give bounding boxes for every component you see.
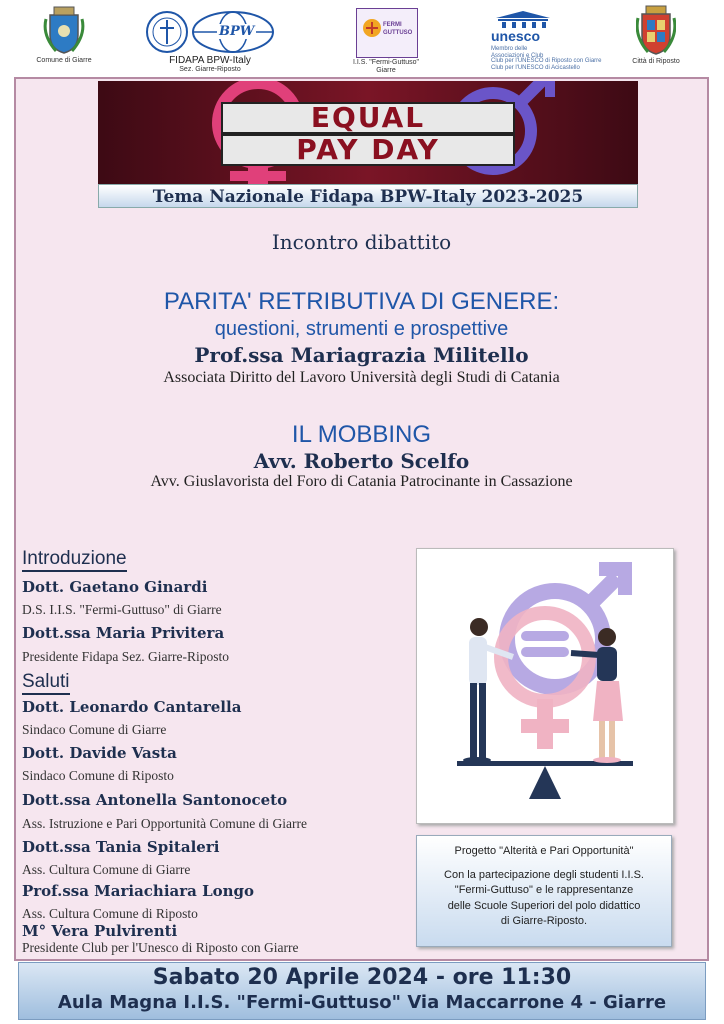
saluti-person-role: Sindaco Comune di Riposto	[22, 768, 174, 783]
intro-person-role: D.S. I.I.S. "Fermi-Guttuso" di Giarre	[22, 602, 222, 617]
talk1-title: PARITA' RETRIBUTIVA DI GENERE:	[163, 288, 560, 315]
logo-school	[356, 8, 418, 58]
fidapa-caption: FIDAPA BPW-Italy	[169, 55, 251, 66]
saluti-person-name: Dott. Leonardo Cantarella	[22, 698, 242, 716]
fidapa-seal-icon	[145, 10, 189, 54]
saluti-person-name: Dott.ssa Antonella Santonoceto	[22, 791, 288, 809]
project-title: Progetto "Alterità e Pari Opportunità"	[454, 845, 634, 857]
event-date: Sabato 20 Aprile 2024 - ore 11:30	[152, 965, 572, 990]
banner-pay-day: PAY DAY	[296, 133, 440, 166]
banner-equal: EQUAL	[310, 101, 426, 134]
project-line: "Fermi-Guttuso" e le rappresentanze	[454, 884, 634, 896]
fidapa-sub-caption: Sez. Giarre-Riposto	[179, 66, 241, 73]
saluti-person-role: Ass. Istruzione e Pari Opportunità Comune di Giarre	[22, 816, 307, 831]
talk2-speaker: Avv. Roberto Scelfo	[253, 449, 470, 473]
saluti-section	[22, 671, 70, 693]
talk2-role: Avv. Giuslavorista del Foro di Catania Patrocinante in Cassazione	[150, 473, 573, 490]
riposto-caption: Città di Riposto	[632, 58, 680, 65]
giarre-crest-icon	[42, 5, 86, 55]
intro-person-name: Dott. Gaetano Ginardi	[22, 578, 208, 596]
saluti-person-role: Ass. Cultura Comune di Giarre	[22, 862, 191, 877]
unesco-word: unesco	[491, 28, 541, 44]
footer-banner	[18, 962, 706, 1020]
talk1-subtitle: questioni, strumenti e prospettive	[214, 318, 509, 340]
logo-giarre	[42, 5, 86, 55]
intro-section	[22, 548, 127, 570]
saluti-person-name: Dott.ssa Tania Spitaleri	[22, 838, 220, 856]
project-line: delle Scuole Superiori del polo didattico	[447, 899, 641, 912]
school-logo-icon	[361, 17, 383, 39]
event-venue: Aula Magna I.I.S. "Fermi-Guttuso" Via Maccarrone 4 - Giarre	[57, 992, 667, 1013]
gender-equality-icon	[417, 549, 673, 823]
saluti-person-role: Presidente Club per l'Unesco di Riposto con Giarre	[22, 940, 299, 955]
talk1-speaker: Prof.ssa Mariagrazia Militello	[194, 343, 529, 367]
logo-fidapa	[145, 10, 275, 54]
national-theme-bar: Tema Nazionale Fidapa BPW-Italy 2023-2025	[98, 184, 638, 208]
equal-pay-banner	[98, 81, 638, 186]
saluti-heading: Saluti	[22, 671, 70, 695]
bpw-logo-text: BPW	[219, 24, 255, 39]
school-logo-text: FERMI GUTTUSO	[383, 22, 413, 36]
talk1-role: Associata Diritto del Lavoro Università degli Studi di Catania	[163, 369, 560, 386]
intro-person-role: Presidente Fidapa Sez. Giarre-Riposto	[22, 649, 229, 664]
school-caption: I.I.S. "Fermi-Guttuso"	[352, 59, 420, 66]
intro-heading: Introduzione	[22, 548, 127, 572]
school-sub-caption: Giarre	[376, 67, 396, 74]
equality-illustration	[416, 548, 674, 824]
project-line: di Giarre-Riposto.	[500, 915, 588, 927]
intro-person-name: Dott.ssa Maria Privitera	[22, 624, 225, 642]
saluti-person-name: M° Vera Pulvirenti	[22, 922, 178, 940]
unesco-member: Membro delle Associazioni e Club	[491, 46, 544, 59]
project-line: Con la partecipazione degli studenti I.I.S.	[444, 868, 644, 881]
unesco-temple-icon	[490, 10, 556, 30]
unesco-club-acicastello: Club per l'UNESCO di Acicastello	[491, 65, 580, 71]
saluti-person-name: Prof.ssa Mariachiara Longo	[22, 882, 255, 900]
giarre-caption: Comune di Giarre	[36, 57, 92, 64]
project-box	[416, 835, 672, 947]
talk2-title: IL MOBBING	[291, 421, 432, 448]
event-type: Incontro dibattito	[271, 230, 452, 254]
logo-riposto	[636, 4, 676, 56]
riposto-crest-icon	[636, 4, 676, 56]
saluti-person-role: Sindaco Comune di Giarre	[22, 722, 167, 737]
saluti-person-role: Ass. Cultura Comune di Riposto	[22, 906, 198, 921]
unesco-club-riposto: Club per l'UNESCO di Riposto con Giarre	[491, 58, 602, 64]
saluti-person-name: Dott. Davide Vasta	[22, 744, 177, 762]
